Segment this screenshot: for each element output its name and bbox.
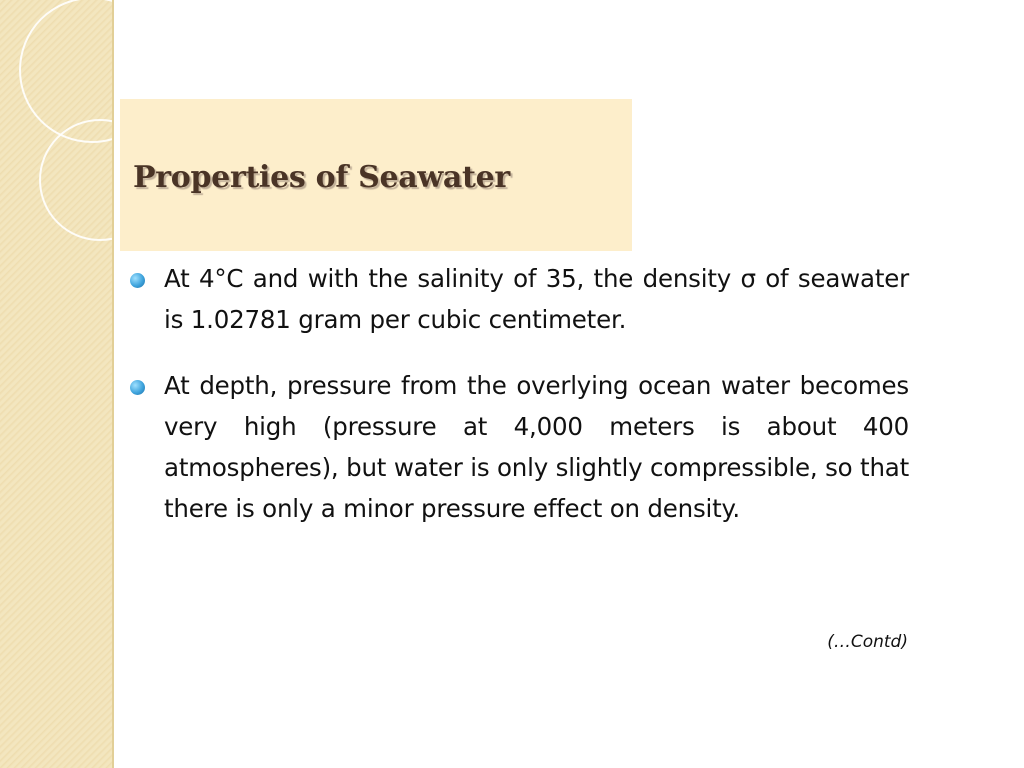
decorative-circle-small — [40, 120, 112, 240]
bullet-item — [130, 258, 910, 340]
sidebar-divider — [112, 0, 114, 768]
decorative-sidebar — [0, 0, 112, 768]
bullet-text: At 4°C and with the salinity of 35, the density σ of seawater is 1.02781 gram per cubic centimeter. — [164, 264, 909, 334]
bullet-item — [130, 365, 910, 529]
bullet-text: At depth, pressure from the overlying ocean water becomes very high (pressure at 4,000 meters is about 400 atmospheres), but water is only slightly compressible, so that there is only a minor pressure effect on density. — [164, 371, 909, 523]
bullet-icon — [130, 273, 145, 288]
continued-label: (…Contd) — [827, 632, 908, 652]
decorative-circles — [0, 0, 112, 320]
bullet-icon — [130, 380, 145, 395]
slide-title: Properties of Seawater — [133, 160, 510, 195]
